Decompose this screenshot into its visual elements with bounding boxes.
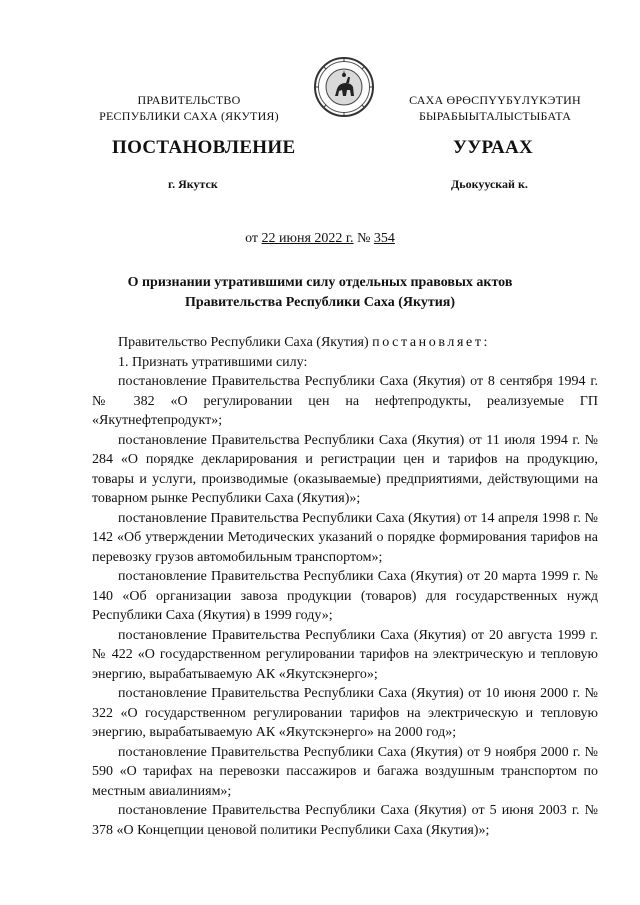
- city-sakha: Дьокуускай к.: [451, 177, 528, 191]
- intro-text: Правительство Республики Саха (Якутия): [118, 335, 369, 350]
- subject-line1: О признании утратившими силу отдельных правовых актов: [127, 275, 513, 290]
- number-sign: №: [357, 231, 371, 246]
- repealed-act-3: постановление Правительства Республики Саха (Якутия) от 14 апреля 1998 г. № 142 «Об утверждении Методических указаний о порядке формирования тарифов на перевозку грузов автомобильным транспортом»;: [92, 510, 598, 565]
- doc-type-sakha: УУРААХ: [453, 137, 534, 158]
- coat-of-arms-icon: [313, 56, 375, 118]
- repealed-act-7: постановление Правительства Республики Саха (Якутия) от 9 ноября 2000 г. № 590 «О тарифах на перевозки пассажиров и багажа воздушным транспортом по местным авиалиниям»;: [92, 744, 598, 799]
- issuer-ru: [86, 92, 292, 124]
- document-date: 22 июня 2022 г.: [261, 231, 354, 246]
- intro-paragraph: [92, 333, 598, 353]
- repealed-act-2: постановление Правительства Республики Саха (Якутия) от 11 июля 1994 г. № 284 «О порядке декларирования и регистрации цен и тарифов на продукцию, товары и услуги, производимые (оказываемые) предприятиями, действующими на товарном рынке Республики Саха (Якутия)»;: [92, 432, 598, 506]
- item-1: 1. Признать утратившими силу:: [118, 354, 308, 370]
- issuer-ru-line2: РЕСПУБЛИКИ САХА (ЯКУТИЯ): [99, 109, 279, 123]
- repealed-act-1: постановление Правительства Республики Саха (Якутия) от 8 сентября 1994 г. № 382 «О регулировании цен на нефтепродукты, реализуемые ГП «Якутнефтепродукт»;: [92, 374, 598, 428]
- document-body: [92, 333, 598, 840]
- date-prefix: от: [245, 231, 259, 246]
- city-ru: г. Якутск: [168, 177, 218, 191]
- issuer-sakha: [380, 92, 610, 124]
- intro-resolves: постановляет:: [372, 335, 491, 350]
- document-number: 354: [373, 231, 395, 246]
- document-subject: [60, 273, 580, 313]
- issuer-sakha-line1: САХА ӨРӨСПҮҮБҮЛҮКЭТИН: [409, 93, 581, 107]
- repealed-act-5: постановление Правительства Республики Саха (Якутия) от 20 августа 1999 г. № 422 «О государственном регулировании тарифов на электрическую и тепловую энергию, вырабатываемую АК «Якутскэнерго»;: [92, 627, 598, 682]
- issuer-ru-line1: ПРАВИТЕЛЬСТВО: [137, 93, 241, 107]
- doc-type-ru: ПОСТАНОВЛЕНИЕ: [112, 137, 296, 158]
- repealed-act-8: постановление Правительства Республики Саха (Якутия) от 5 июня 2003 г. № 378 «О Концепции ценовой политики Республики Саха (Якутия)»;: [92, 803, 598, 838]
- issuer-sakha-line2: БЫРАБЫЫТАЛЫСТЫБАТА: [418, 109, 572, 123]
- subject-line2: Правительства Республики Саха (Якутия): [184, 295, 456, 310]
- date-number-line: [0, 231, 640, 247]
- repealed-act-4: постановление Правительства Республики Саха (Якутия) от 20 марта 1999 г. № 140 «Об организации завоза продукции (товаров) для государственных нужд Республики Саха (Якутия) в 1999 году»;: [92, 569, 598, 623]
- repealed-act-6: постановление Правительства Республики Саха (Якутия) от 10 июня 2000 г. № 322 «О государственном регулировании тарифов на электрическую и тепловую энергию, вырабатываемую АК «Якутскэнерго» на 2000 год»;: [92, 686, 598, 740]
